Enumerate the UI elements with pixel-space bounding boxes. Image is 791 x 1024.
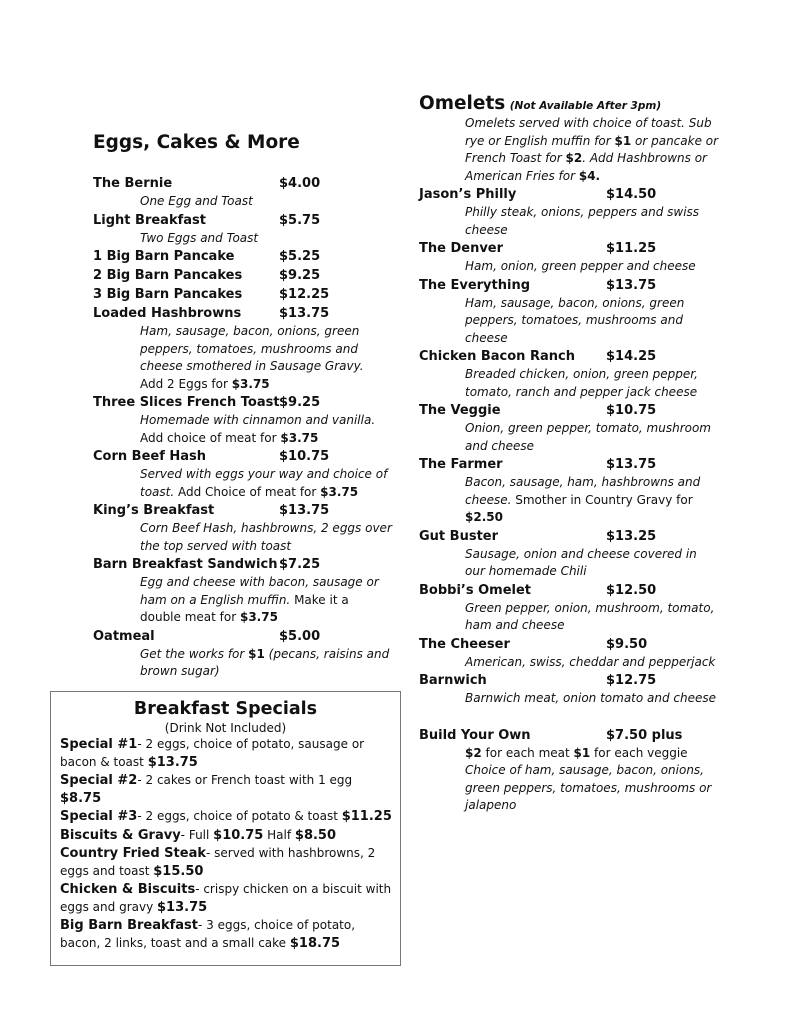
- intro-text: . Add Hashbrowns or American Fries for: [465, 151, 707, 183]
- special-name: Country Fried Steak: [60, 846, 206, 861]
- item-name: Jason’s Philly: [419, 187, 517, 202]
- item-description: Philly steak, onions, peppers and swiss cheese: [465, 205, 700, 237]
- item-description: [419, 474, 719, 527]
- menu-item: [419, 635, 719, 654]
- menu-item: [419, 276, 719, 295]
- item-price: $5.75: [279, 212, 321, 228]
- addon-text: Smother in Country Gravy for: [511, 492, 693, 507]
- description-text: Choice of ham, sausage, bacon, onions, green peppers, tomatoes, mushrooms or jalapeno: [465, 763, 712, 812]
- intro-text: Omelets served with choice of toast. Sub rye or English muffin for: [465, 116, 712, 148]
- item-description: American, swiss, cheddar and pepperjack: [465, 654, 716, 669]
- special-text: - 2 eggs, choice of potato, sausage or bacon & toast: [60, 737, 365, 769]
- special-item: [51, 827, 400, 845]
- item-name: Corn Beef Hash: [93, 449, 207, 464]
- item-name: The Bernie: [93, 176, 173, 191]
- item-name: Light Breakfast: [93, 212, 206, 228]
- item-price: $14.50: [606, 187, 657, 202]
- item-price: $9.50: [606, 636, 648, 652]
- description-text: Get the works for: [140, 646, 249, 661]
- item-name: Bobbi’s Omelet: [419, 582, 532, 598]
- item-price: $12.25: [279, 287, 330, 302]
- special-item: [51, 917, 400, 952]
- menu-item: [419, 527, 719, 546]
- menu-item: [93, 627, 393, 646]
- item-description: Green pepper, onion, mushroom, tomato, ham and cheese: [465, 600, 715, 632]
- item-description: [93, 574, 393, 627]
- item-name: King’s Breakfast: [93, 503, 215, 518]
- special-text: - Full: [180, 827, 214, 842]
- addon-text: Add Choice of meat for: [174, 484, 321, 499]
- item-price: $12.50: [606, 582, 657, 598]
- item-name: 1 Big Barn Pancake: [93, 249, 235, 264]
- item-description: [93, 323, 393, 393]
- menu-item: [93, 304, 393, 323]
- item-name: 3 Big Barn Pancakes: [93, 287, 243, 302]
- menu-item: [419, 401, 719, 420]
- item-name: Gut Buster: [419, 528, 499, 544]
- item-name: The Farmer: [419, 457, 503, 472]
- menu-item: [93, 247, 393, 266]
- item-name: Chicken Bacon Ranch: [419, 349, 575, 364]
- description-text: Egg and cheese with bacon, sausage or ham on a English muffin.: [140, 575, 379, 607]
- item-price: $13.75: [279, 503, 330, 518]
- addon-price: $3.75: [280, 430, 319, 445]
- special-name: Special #3: [60, 809, 138, 824]
- menu-item: [419, 347, 719, 366]
- addon-text: Add choice of meat for: [140, 430, 281, 445]
- special-name: Biscuits & Gravy: [60, 827, 181, 843]
- item-price: $5.25: [279, 249, 321, 264]
- special-price: $8.50: [294, 827, 337, 843]
- item-price: $7.50 plus: [606, 727, 683, 743]
- special-price: $11.25: [341, 809, 392, 824]
- specials-subtitle: (Drink Not Included): [164, 721, 287, 735]
- item-name: The Everything: [419, 277, 531, 293]
- special-text: - 2 cakes or French toast with 1 egg: [137, 773, 353, 787]
- menu-item: [419, 239, 719, 258]
- build-your-own: [419, 726, 719, 815]
- item-name: Build Your Own: [419, 727, 531, 743]
- item-price: $9.25: [279, 268, 321, 283]
- special-item: [51, 808, 400, 826]
- addon-price: $3.75: [320, 484, 359, 499]
- item-price: $11.25: [606, 241, 657, 256]
- addon-price: $2: [465, 745, 482, 760]
- item-name: Oatmeal: [93, 628, 155, 644]
- item-name: Barn Breakfast Sandwich: [93, 557, 278, 572]
- menu-item: [93, 285, 393, 304]
- item-description: Corn Beef Hash, hashbrowns, 2 eggs over the top served with toast: [140, 521, 392, 553]
- item-description: [419, 745, 719, 815]
- omelets-item-list: [419, 185, 719, 708]
- item-description: Ham, onion, green pepper and cheese: [465, 259, 696, 273]
- menu-item: [93, 447, 393, 466]
- omelets-note: (Not Available After 3pm): [509, 100, 662, 112]
- item-price: $13.75: [606, 277, 657, 293]
- special-item: [51, 881, 400, 916]
- omelets-section: [419, 93, 719, 815]
- description-text: Served with eggs your way and choice of toast.: [140, 467, 388, 499]
- addon-price: $2.50: [465, 510, 503, 524]
- item-price: $10.75: [279, 449, 330, 464]
- description-text: Ham, sausage, bacon, onions, green peppers, tomatoes, mushrooms and cheese smothered in Sausage Gravy.: [140, 324, 364, 373]
- menu-item: [93, 501, 393, 520]
- description-text: for each meat: [481, 745, 574, 760]
- menu-item: [419, 185, 719, 204]
- menu-item: [93, 555, 393, 574]
- menu-item: [419, 581, 719, 600]
- menu-item: [419, 726, 719, 745]
- description-text: Bacon, sausage, ham, hashbrowns and cheese.: [465, 475, 701, 507]
- item-price: $12.75: [606, 673, 657, 688]
- special-price: $13.75: [157, 899, 208, 915]
- item-price: $7.25: [279, 557, 321, 572]
- special-item: [51, 736, 400, 771]
- item-price: $13.75: [279, 306, 330, 321]
- item-price: $13.75: [606, 457, 657, 472]
- special-text: - served with hashbrowns, 2 eggs and toast: [60, 846, 376, 878]
- description-text: for each veggie: [590, 745, 688, 760]
- item-name: The Veggie: [419, 403, 501, 418]
- menu-item: [93, 266, 393, 285]
- special-text: - 2 eggs, choice of potato & toast: [137, 809, 342, 823]
- menu-item: [93, 393, 393, 412]
- addon-price: $3.75: [231, 376, 270, 391]
- special-name: Special #1: [60, 737, 138, 752]
- description-text: (pecans, raisins and brown sugar): [140, 646, 390, 678]
- omelets-title: Omelets: [419, 93, 506, 114]
- item-price: $9.25: [279, 395, 321, 410]
- breakfast-specials-box: [50, 691, 401, 966]
- item-name: The Denver: [419, 241, 504, 256]
- item-description: [93, 646, 393, 681]
- item-description: Breaded chicken, onion, green pepper, tomato, ranch and pepper jack cheese: [465, 367, 698, 399]
- addon-price: $3.75: [239, 610, 278, 624]
- omelets-intro: [419, 115, 719, 185]
- description-text: Homemade with cinnamon and vanilla.: [140, 413, 376, 427]
- special-text: Half: [263, 827, 295, 842]
- special-price: $10.75: [213, 827, 264, 843]
- special-item: [51, 772, 400, 807]
- addon-text: Add 2 Eggs for: [140, 376, 232, 391]
- eggs-item-list: [93, 174, 393, 681]
- item-description: [93, 412, 393, 447]
- item-description: Sausage, onion and cheese covered in our homemade Chili: [465, 546, 697, 578]
- item-name: Barnwich: [419, 673, 487, 688]
- special-text: - 3 eggs, choice of potato, bacon, 2 links, toast and a small cake: [60, 918, 356, 950]
- item-description: Barnwich meat, onion tomato and cheese: [465, 691, 717, 705]
- item-name: The Cheeser: [419, 636, 510, 652]
- menu-item: [93, 211, 393, 230]
- item-price: $4.00: [279, 176, 321, 191]
- intro-price: $1: [614, 133, 632, 148]
- special-name: Big Barn Breakfast: [60, 918, 199, 933]
- special-text: - crispy chicken on a biscuit with eggs and gravy: [60, 882, 392, 914]
- intro-price: $4.: [578, 168, 601, 183]
- special-price: $13.75: [147, 754, 198, 770]
- item-name: Loaded Hashbrowns: [93, 306, 242, 321]
- special-price: $15.50: [153, 863, 204, 879]
- specials-title: Breakfast Specials: [133, 699, 318, 719]
- omelets-heading: [419, 93, 719, 114]
- addon-price: $1: [248, 646, 265, 661]
- item-description: Two Eggs and Toast: [140, 230, 259, 245]
- addon-price: $1: [573, 745, 591, 760]
- item-price: $5.00: [279, 628, 321, 644]
- eggs-cakes-section: [93, 132, 393, 681]
- menu-item: [93, 174, 393, 193]
- special-price: $18.75: [289, 935, 341, 951]
- item-description: Onion, green pepper, tomato, mushroom and cheese: [465, 421, 711, 453]
- special-name: Chicken & Biscuits: [60, 882, 196, 897]
- special-name: Special #2: [60, 773, 138, 788]
- special-price: $8.75: [60, 790, 102, 806]
- intro-price: $2: [565, 151, 583, 165]
- eggs-section-title: Eggs, Cakes & More: [93, 132, 300, 153]
- menu-item: [419, 671, 719, 690]
- item-price: $14.25: [606, 349, 657, 364]
- menu-item: [419, 455, 719, 474]
- intro-text: or pancake or French Toast for: [465, 133, 719, 165]
- special-item: [51, 845, 400, 880]
- addon-text: Make it a double meat for: [140, 592, 349, 624]
- item-price: $10.75: [606, 403, 657, 418]
- item-name: Three Slices French Toast: [93, 395, 280, 410]
- item-description: Ham, sausage, bacon, onions, green peppers, tomatoes, mushrooms and cheese: [465, 295, 685, 345]
- item-price: $13.25: [606, 528, 657, 544]
- item-description: One Egg and Toast: [140, 194, 253, 208]
- item-description: [93, 466, 393, 501]
- item-name: 2 Big Barn Pancakes: [93, 268, 243, 283]
